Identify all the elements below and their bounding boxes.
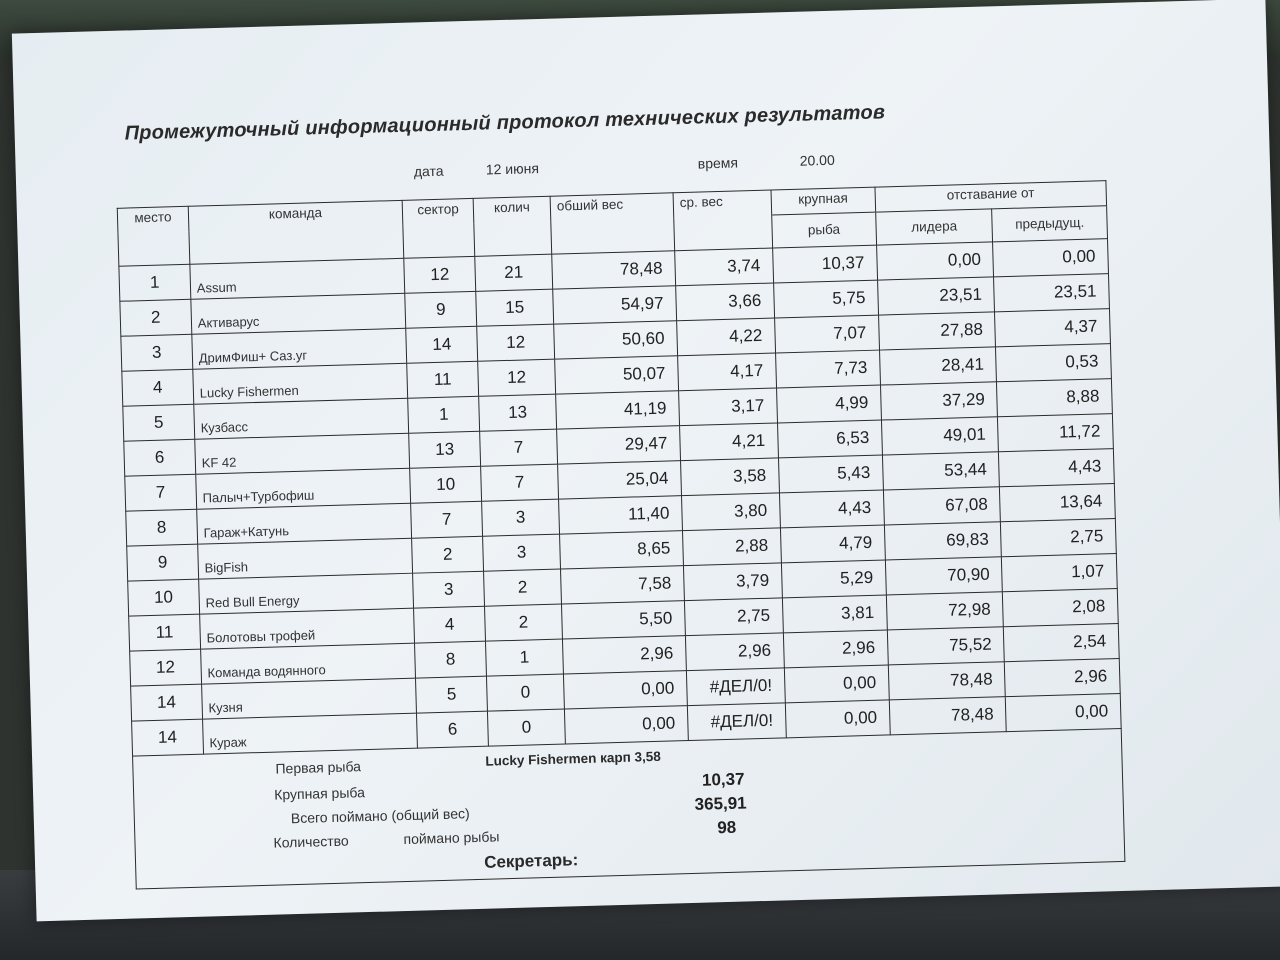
header-sector: сектор	[402, 198, 473, 225]
total-value: 365,91	[694, 792, 747, 814]
header-sector-cont	[403, 223, 475, 257]
cell-sector: 13	[409, 431, 481, 468]
big-fish-value: 10,37	[701, 769, 745, 790]
cell-team: Red Bull Energy	[198, 573, 413, 614]
cell-gap-leader: 72,98	[886, 591, 1004, 629]
count-label-2: поймано рыбы	[403, 827, 500, 847]
header-avg-cont	[674, 215, 773, 250]
cell-avg-weight: 3,80	[681, 492, 780, 530]
cell-big-fish: 2,96	[783, 629, 888, 667]
cell-gap-leader: 53,44	[882, 451, 1000, 489]
cell-gap-leader: 23,51	[877, 276, 995, 314]
cell-sector: 7	[411, 501, 483, 538]
cell-total-weight: 50,60	[554, 320, 678, 358]
header-count: колич	[473, 196, 551, 223]
cell-total-weight: 50,07	[555, 355, 679, 393]
cell-total-weight: 25,04	[558, 460, 682, 498]
cell-team: Команда водянного	[200, 643, 415, 684]
cell-big-fish: 0,00	[784, 664, 889, 702]
cell-sector: 2	[412, 536, 484, 573]
cell-avg-weight: 3,58	[680, 457, 779, 495]
cell-team: KF 42	[195, 433, 410, 474]
cell-gap-leader: 37,29	[880, 381, 998, 419]
header-place: место	[117, 206, 188, 233]
cell-sector: 3	[413, 571, 485, 608]
cell-total-weight: 2,96	[562, 635, 686, 673]
cell-team: Гараж+Катунь	[196, 503, 411, 544]
cell-gap-prev: 0,00	[993, 238, 1109, 276]
header-team: команда	[188, 200, 403, 231]
cell-gap-prev: 23,51	[994, 273, 1110, 311]
cell-place: 4	[122, 369, 194, 406]
cell-team: Кураж	[202, 713, 417, 754]
cell-count: 7	[480, 429, 558, 466]
cell-sector: 12	[404, 256, 476, 293]
count-label: Количество	[273, 832, 349, 851]
cell-gap-prev: 8,88	[997, 378, 1113, 416]
cell-big-fish: 4,99	[776, 385, 881, 423]
cell-big-fish: 7,07	[774, 315, 879, 353]
cell-avg-weight: 2,88	[682, 527, 781, 565]
cell-gap-prev: 2,75	[1001, 518, 1117, 556]
cell-count: 12	[478, 359, 556, 396]
cell-avg-weight: #ДЕЛ/0!	[686, 667, 785, 705]
total-label: Всего поймано (общий вес)	[290, 804, 470, 826]
cell-place: 10	[128, 579, 200, 616]
cell-big-fish: 4,43	[779, 490, 884, 528]
cell-big-fish: 5,29	[781, 559, 886, 597]
cell-big-fish: 5,43	[778, 455, 883, 493]
cell-place: 8	[126, 509, 198, 546]
cell-gap-leader: 67,08	[883, 486, 1001, 524]
cell-sector: 6	[417, 711, 489, 748]
time-label: время	[697, 154, 739, 172]
cell-total-weight: 0,00	[563, 670, 687, 708]
protocol-document	[114, 95, 1125, 889]
cell-sector: 9	[405, 291, 477, 328]
cell-big-fish: 3,81	[782, 594, 887, 632]
date-value: 12 июня	[485, 160, 540, 178]
cell-total-weight: 7,58	[561, 565, 685, 603]
cell-gap-prev: 2,54	[1004, 623, 1120, 661]
cell-count: 15	[476, 289, 554, 326]
cell-place: 14	[131, 684, 203, 721]
cell-gap-prev: 11,72	[998, 413, 1114, 451]
cell-gap-leader: 78,48	[888, 661, 1006, 699]
cell-sector: 11	[407, 361, 479, 398]
cell-count: 7	[481, 464, 559, 501]
cell-total-weight: 41,19	[556, 390, 680, 428]
cell-big-fish: 6,53	[777, 420, 882, 458]
cell-gap-prev: 2,96	[1005, 658, 1121, 696]
cell-team: Кузбасс	[194, 398, 409, 439]
cell-gap-leader: 69,83	[884, 521, 1002, 559]
cell-big-fish: 0,00	[785, 699, 890, 737]
cell-gap-leader: 75,52	[887, 626, 1005, 664]
cell-total-weight: 8,65	[560, 530, 684, 568]
cell-gap-leader: 70,90	[885, 556, 1003, 594]
header-gap-prev: предыдущ.	[992, 206, 1107, 242]
cell-team: ДримФиш+ Саз.уг	[192, 328, 407, 369]
cell-sector: 4	[414, 606, 486, 643]
cell-sector: 1	[408, 396, 480, 433]
cell-avg-weight: 4,22	[676, 318, 775, 356]
cell-gap-prev: 1,07	[1002, 553, 1118, 591]
cell-avg-weight: 2,75	[684, 597, 783, 635]
cell-total-weight: 78,48	[552, 250, 676, 288]
secretary-label: Секретарь:	[483, 849, 579, 872]
cell-gap-leader: 28,41	[879, 346, 997, 384]
cell-total-weight: 11,40	[559, 495, 683, 533]
cell-team: Lucky Fishermen	[193, 363, 408, 404]
cell-avg-weight: 3,79	[683, 562, 782, 600]
cell-place: 9	[127, 544, 199, 581]
cell-team: Палыч+Турбофиш	[195, 468, 410, 509]
cell-count: 2	[484, 569, 562, 606]
cell-count: 12	[477, 324, 555, 361]
cell-sector: 5	[416, 676, 488, 713]
cell-place: 6	[124, 439, 196, 476]
cell-team: Кузня	[201, 678, 416, 719]
cell-avg-weight: 3,66	[676, 283, 775, 321]
cell-big-fish: 4,79	[780, 525, 885, 563]
results-table	[117, 180, 1122, 756]
cell-total-weight: 54,97	[553, 285, 677, 323]
cell-team: BigFish	[197, 538, 412, 579]
big-fish-label: Крупная рыба	[273, 783, 366, 803]
header-place-cont	[118, 231, 190, 265]
header-gap: отставание от	[875, 181, 1107, 212]
cell-place: 12	[130, 649, 202, 686]
cell-avg-weight: 4,17	[677, 352, 776, 390]
cell-place: 1	[119, 264, 191, 301]
cell-count: 3	[483, 534, 561, 571]
header-gap-leader: лидера	[875, 209, 992, 245]
header-big-fish-2: рыба	[771, 212, 876, 247]
cell-team: Болотовы трофей	[199, 608, 414, 649]
cell-big-fish: 7,73	[775, 350, 880, 388]
document-title: Промежуточный информационный протокол технических результатов	[124, 101, 886, 145]
cell-count: 0	[487, 709, 565, 746]
cell-team: Активарус	[191, 293, 406, 334]
cell-count: 13	[479, 394, 557, 431]
cell-place: 2	[120, 299, 192, 336]
header-avg-weight: ср. вес	[673, 190, 772, 218]
cell-sector: 8	[415, 641, 487, 678]
cell-sector: 10	[410, 466, 482, 503]
cell-count: 21	[475, 254, 553, 291]
cell-gap-leader: 27,88	[878, 311, 996, 349]
cell-count: 2	[485, 604, 563, 641]
cell-place: 5	[123, 404, 195, 441]
cell-gap-leader: 49,01	[881, 416, 999, 454]
summary-block	[132, 728, 1125, 889]
cell-big-fish: 10,37	[772, 245, 877, 283]
cell-gap-leader: 78,48	[889, 696, 1007, 734]
paper-sheet	[12, 0, 1280, 921]
cell-total-weight: 0,00	[564, 705, 688, 743]
cell-avg-weight: 3,74	[675, 248, 774, 286]
results-body	[119, 238, 1121, 755]
cell-count: 1	[485, 639, 563, 676]
cell-gap-prev: 0,00	[1006, 693, 1122, 731]
cell-avg-weight: 2,96	[685, 632, 784, 670]
cell-place: 14	[132, 719, 204, 756]
time-value: 20.00	[799, 151, 835, 169]
cell-place: 11	[129, 614, 201, 651]
cell-gap-prev: 0,53	[996, 343, 1112, 381]
cell-avg-weight: #ДЕЛ/0!	[687, 702, 786, 740]
header-total-cont	[551, 218, 675, 254]
cell-gap-leader: 0,00	[876, 241, 994, 279]
cell-big-fish: 5,75	[773, 280, 878, 318]
count-value: 98	[717, 817, 737, 837]
cell-gap-prev: 4,43	[999, 448, 1115, 486]
cell-gap-prev: 4,37	[995, 308, 1111, 346]
header-total-weight: обший вес	[550, 193, 673, 221]
cell-avg-weight: 3,17	[678, 387, 777, 425]
cell-sector: 14	[406, 326, 478, 363]
cell-team: Assum	[190, 258, 405, 299]
cell-place: 7	[125, 474, 197, 511]
cell-place: 3	[121, 334, 193, 371]
first-fish-value: Lucky Fishermen карп 3,58	[485, 748, 661, 769]
cell-count: 0	[486, 674, 564, 711]
cell-total-weight: 5,50	[562, 600, 686, 638]
header-big-fish: крупная	[771, 187, 876, 215]
cell-gap-prev: 13,64	[1000, 483, 1116, 521]
header-count-cont	[474, 221, 552, 256]
cell-total-weight: 29,47	[557, 425, 681, 463]
cell-gap-prev: 2,08	[1003, 588, 1119, 626]
first-fish-label: Первая рыба	[275, 757, 362, 777]
cell-count: 3	[482, 499, 560, 536]
date-label: дата	[413, 162, 444, 180]
cell-avg-weight: 4,21	[679, 422, 778, 460]
